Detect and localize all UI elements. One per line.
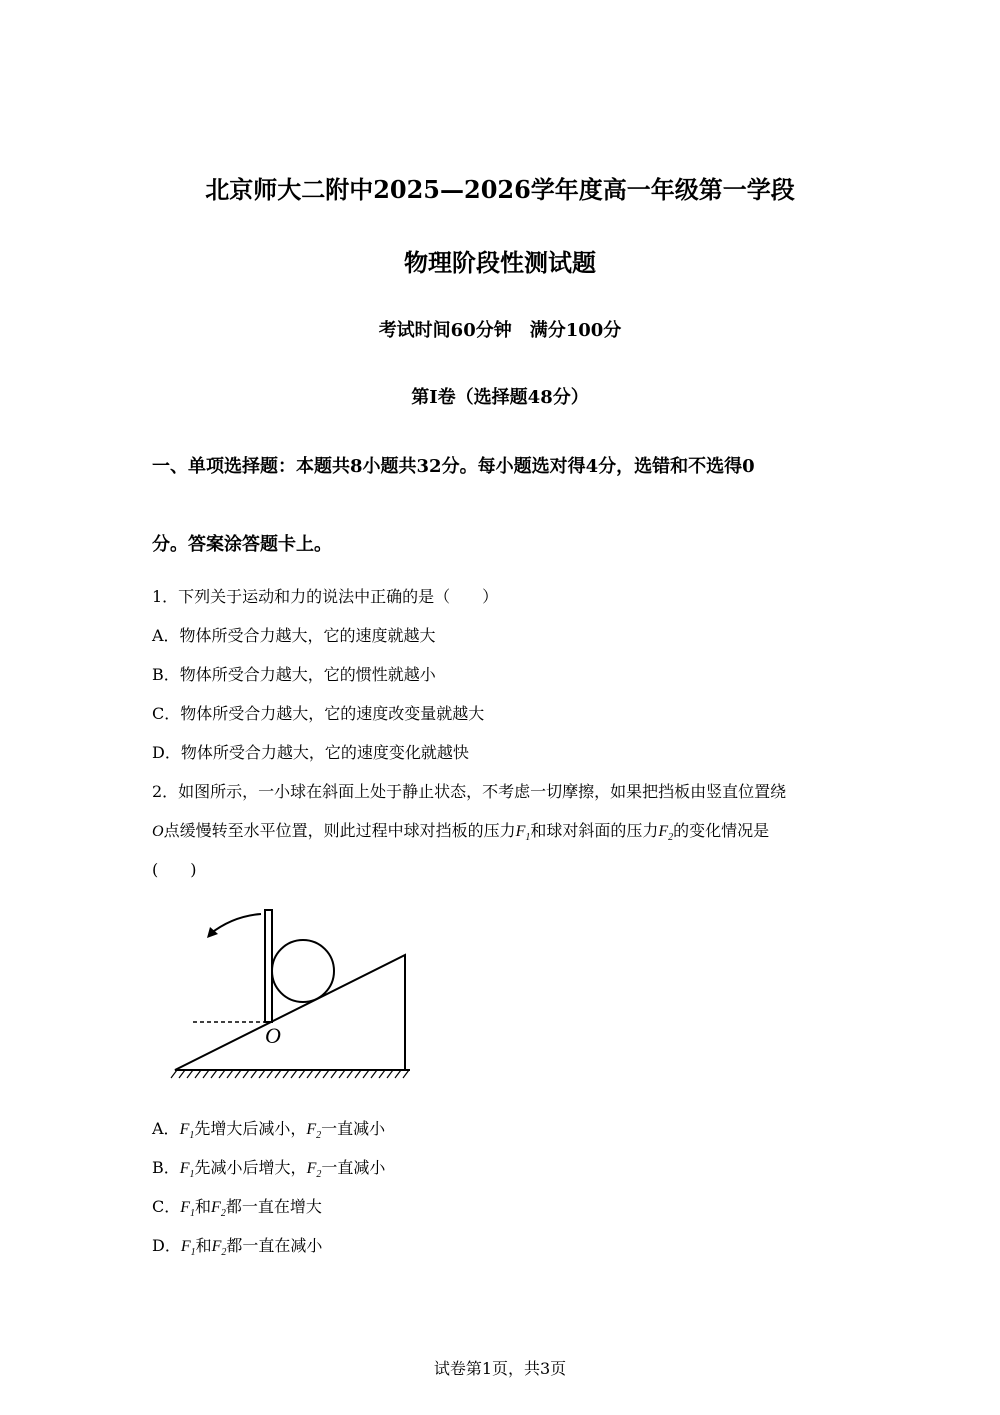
q2-option-b: B．$F_1$先减小后增大，$F_2$一直减小 bbox=[152, 1158, 386, 1181]
q1-option-c: C．物体所受合力越大，它的速度改变量就越大 bbox=[152, 704, 485, 723]
force-f1: $F_1$ bbox=[515, 823, 531, 844]
volume-heading: 第I卷（选择题48分） bbox=[411, 387, 589, 408]
q2-stem-line1: 2．如图所示，一小球在斜面上处于静止状态，不考虑一切摩擦，如果把挡板由竖直位置绕 bbox=[152, 782, 787, 801]
q1-option-d: D．物体所受合力越大，它的速度变化就越快 bbox=[152, 743, 469, 762]
q2-text-c: 的变化情况是 bbox=[673, 821, 770, 840]
ground-hatching bbox=[171, 1070, 409, 1078]
q2-option-c: C．$F_1$和$F_2$都一直在增大 bbox=[152, 1197, 322, 1220]
rotation-arrow bbox=[210, 914, 261, 934]
ball bbox=[272, 940, 334, 1002]
q2-stem-line2 bbox=[152, 818, 769, 843]
title-line2: 物理阶段性测试题 bbox=[404, 248, 596, 277]
q1-option-a: A．物体所受合力越大，它的速度就越大 bbox=[152, 626, 436, 645]
q2-text-b: 和球对斜面的压力 bbox=[530, 821, 659, 840]
section-heading-line2: 分。答案涂答题卡上。 bbox=[152, 534, 332, 555]
q1-stem: 1．下列关于运动和力的说法中正确的是（ ） bbox=[152, 587, 499, 606]
point-o: O bbox=[152, 823, 164, 840]
exam-info: 考试时间60分钟 满分100分 bbox=[378, 320, 622, 341]
incline-figure bbox=[165, 900, 420, 1090]
figure-label-o: O bbox=[265, 1023, 281, 1048]
q2-option-a: A．$F_1$先增大后减小，$F_2$一直减小 bbox=[152, 1119, 386, 1142]
page-footer: 试卷第1页，共3页 bbox=[433, 1359, 567, 1378]
q2-text-a: 点缓慢转至水平位置，则此过程中球对挡板的压力 bbox=[163, 821, 516, 840]
q1-option-b: B．物体所受合力越大，它的惯性就越小 bbox=[152, 665, 436, 684]
q2-stem-line3: ( ) bbox=[152, 860, 197, 879]
title-line1: 北京师大二附中2025—2026学年度高一年级第一学段 bbox=[205, 175, 795, 204]
q2-option-d: D．$F_1$和$F_2$都一直在减小 bbox=[152, 1236, 323, 1259]
section-heading-line1: 一、单项选择题：本题共8小题共32分。每小题选对得4分，选错和不选得0 bbox=[152, 456, 755, 477]
baffle-board bbox=[265, 910, 272, 1022]
force-f2: $F_2$ bbox=[658, 823, 674, 844]
